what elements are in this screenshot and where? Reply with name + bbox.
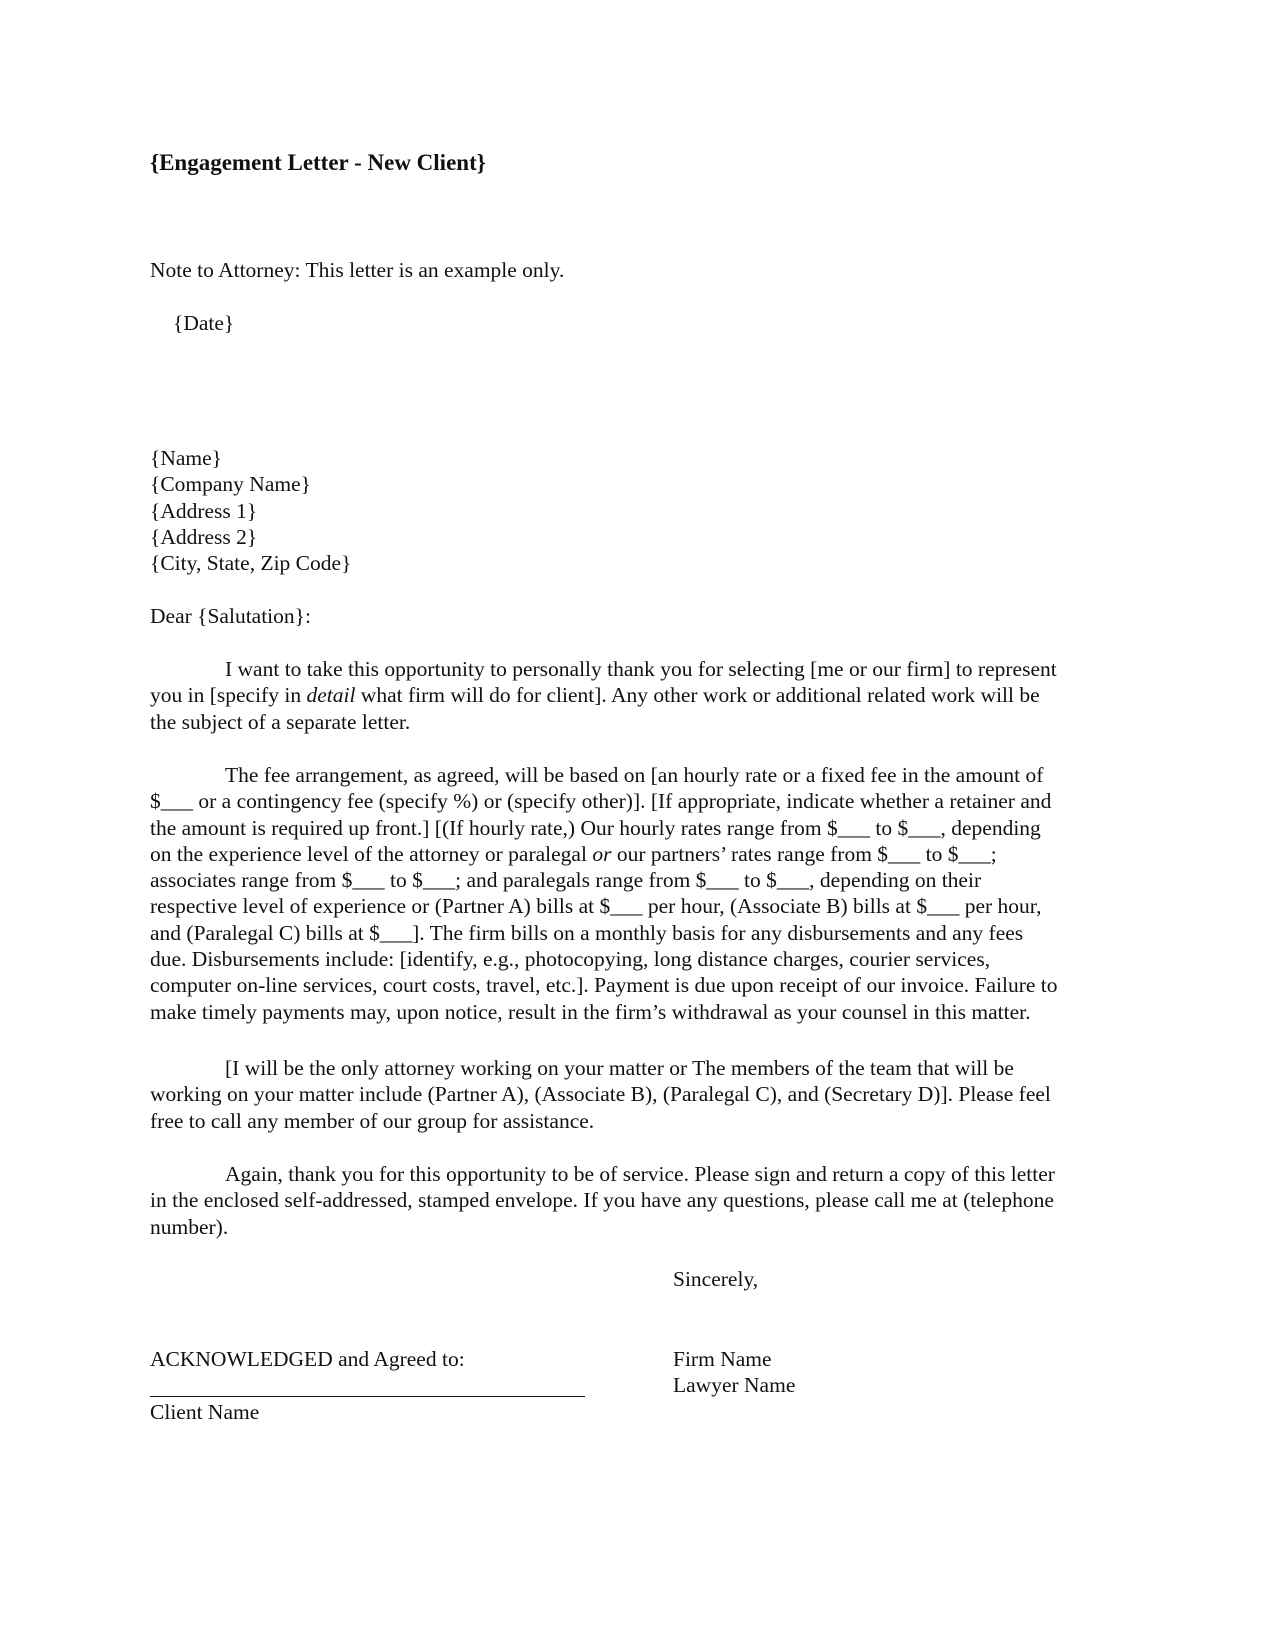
- paragraph-thank-you: [150, 656, 1120, 735]
- paragraph-thank-you-text-b: what firm will do for client]. Any other work or additional related work will be the subject of a separate letter.: [150, 683, 1040, 734]
- lawyer-name: Lawyer Name: [673, 1373, 796, 1398]
- date-placeholder: {Date}: [173, 311, 235, 335]
- client-name-label: Client Name: [150, 1400, 260, 1424]
- recipient-company: {Company Name}: [150, 472, 311, 497]
- closing-sincerely: Sincerely,: [673, 1267, 759, 1291]
- attorney-note: Note to Attorney: This letter is an example only.: [150, 258, 565, 282]
- paragraph-team-text: [I will be the only attorney working on your matter or The members of the team that will be working on your matter include (Partner A), (Associate B), (Paralegal C), and (Secretary D)]. Please feel free to call any member of our group for assistance.: [150, 1056, 1051, 1133]
- paragraph-thank-you-emphasis: detail: [306, 683, 356, 708]
- firm-signature-block: [673, 1346, 795, 1399]
- acknowledgement-label: ACKNOWLEDGED and Agreed to:: [150, 1347, 465, 1371]
- paragraph-fee-text-b: our partners’ rates range from $___ to $___; associates range from $___ to $___; and paralegals range from $___ to $___, depending on their respective level of experience or (Partner A) bills at $___ per hour, (Associate B) bills at $___ per hour, and (Paralegal C) bills at $___]. The firm bills on a monthly basis for any disbursements and any fees due. Disbursements include: [identify, e.g., photocopying, long distance charges, courier services, computer on-line services, court costs, travel, etc.]. Payment is due upon receipt of our invoice. Failure to make timely payments may, upon notice, result in the firm’s withdrawal as your counsel in this matter.: [150, 841, 1058, 1024]
- firm-name: Firm Name: [673, 1347, 772, 1371]
- recipient-address-block: [150, 445, 351, 576]
- salutation: Dear {Salutation}:: [150, 604, 311, 628]
- paragraph-fee-arrangement: [150, 762, 1120, 1025]
- paragraph-thank-you-text-a: I want to take this opportunity to personally thank you for selecting [me or our firm] to represent you in [specify in: [150, 657, 1057, 708]
- client-signature-line: [150, 1396, 585, 1397]
- letter-title: {Engagement Letter - New Client}: [150, 150, 486, 175]
- recipient-name: {Name}: [150, 446, 222, 470]
- recipient-address-2: {Address 2}: [150, 524, 258, 549]
- recipient-address-1: {Address 1}: [150, 498, 258, 523]
- paragraph-closing-text: Again, thank you for this opportunity to be of service. Please sign and return a copy of this letter in the enclosed self-addressed, stamped envelope. If you have any questions, please call me at (telephone number).: [150, 1162, 1055, 1239]
- paragraph-team: [150, 1055, 1120, 1134]
- recipient-city-state-zip: {City, State, Zip Code}: [150, 551, 352, 576]
- paragraph-fee-text-a: The fee arrangement, as agreed, will be based on [an hourly rate or a fixed fee in the amount of $___ or a contingency fee (specify %) or (specify other)]. [If appropriate, indicate whether a retainer and the amount is required up front.] [(If hourly rate,) Our hourly rates range from $___ to $___, depending on the experience level of the attorney or paralegal: [150, 763, 1052, 866]
- paragraph-fee-emphasis: or: [592, 841, 612, 866]
- paragraph-closing: [150, 1161, 1120, 1240]
